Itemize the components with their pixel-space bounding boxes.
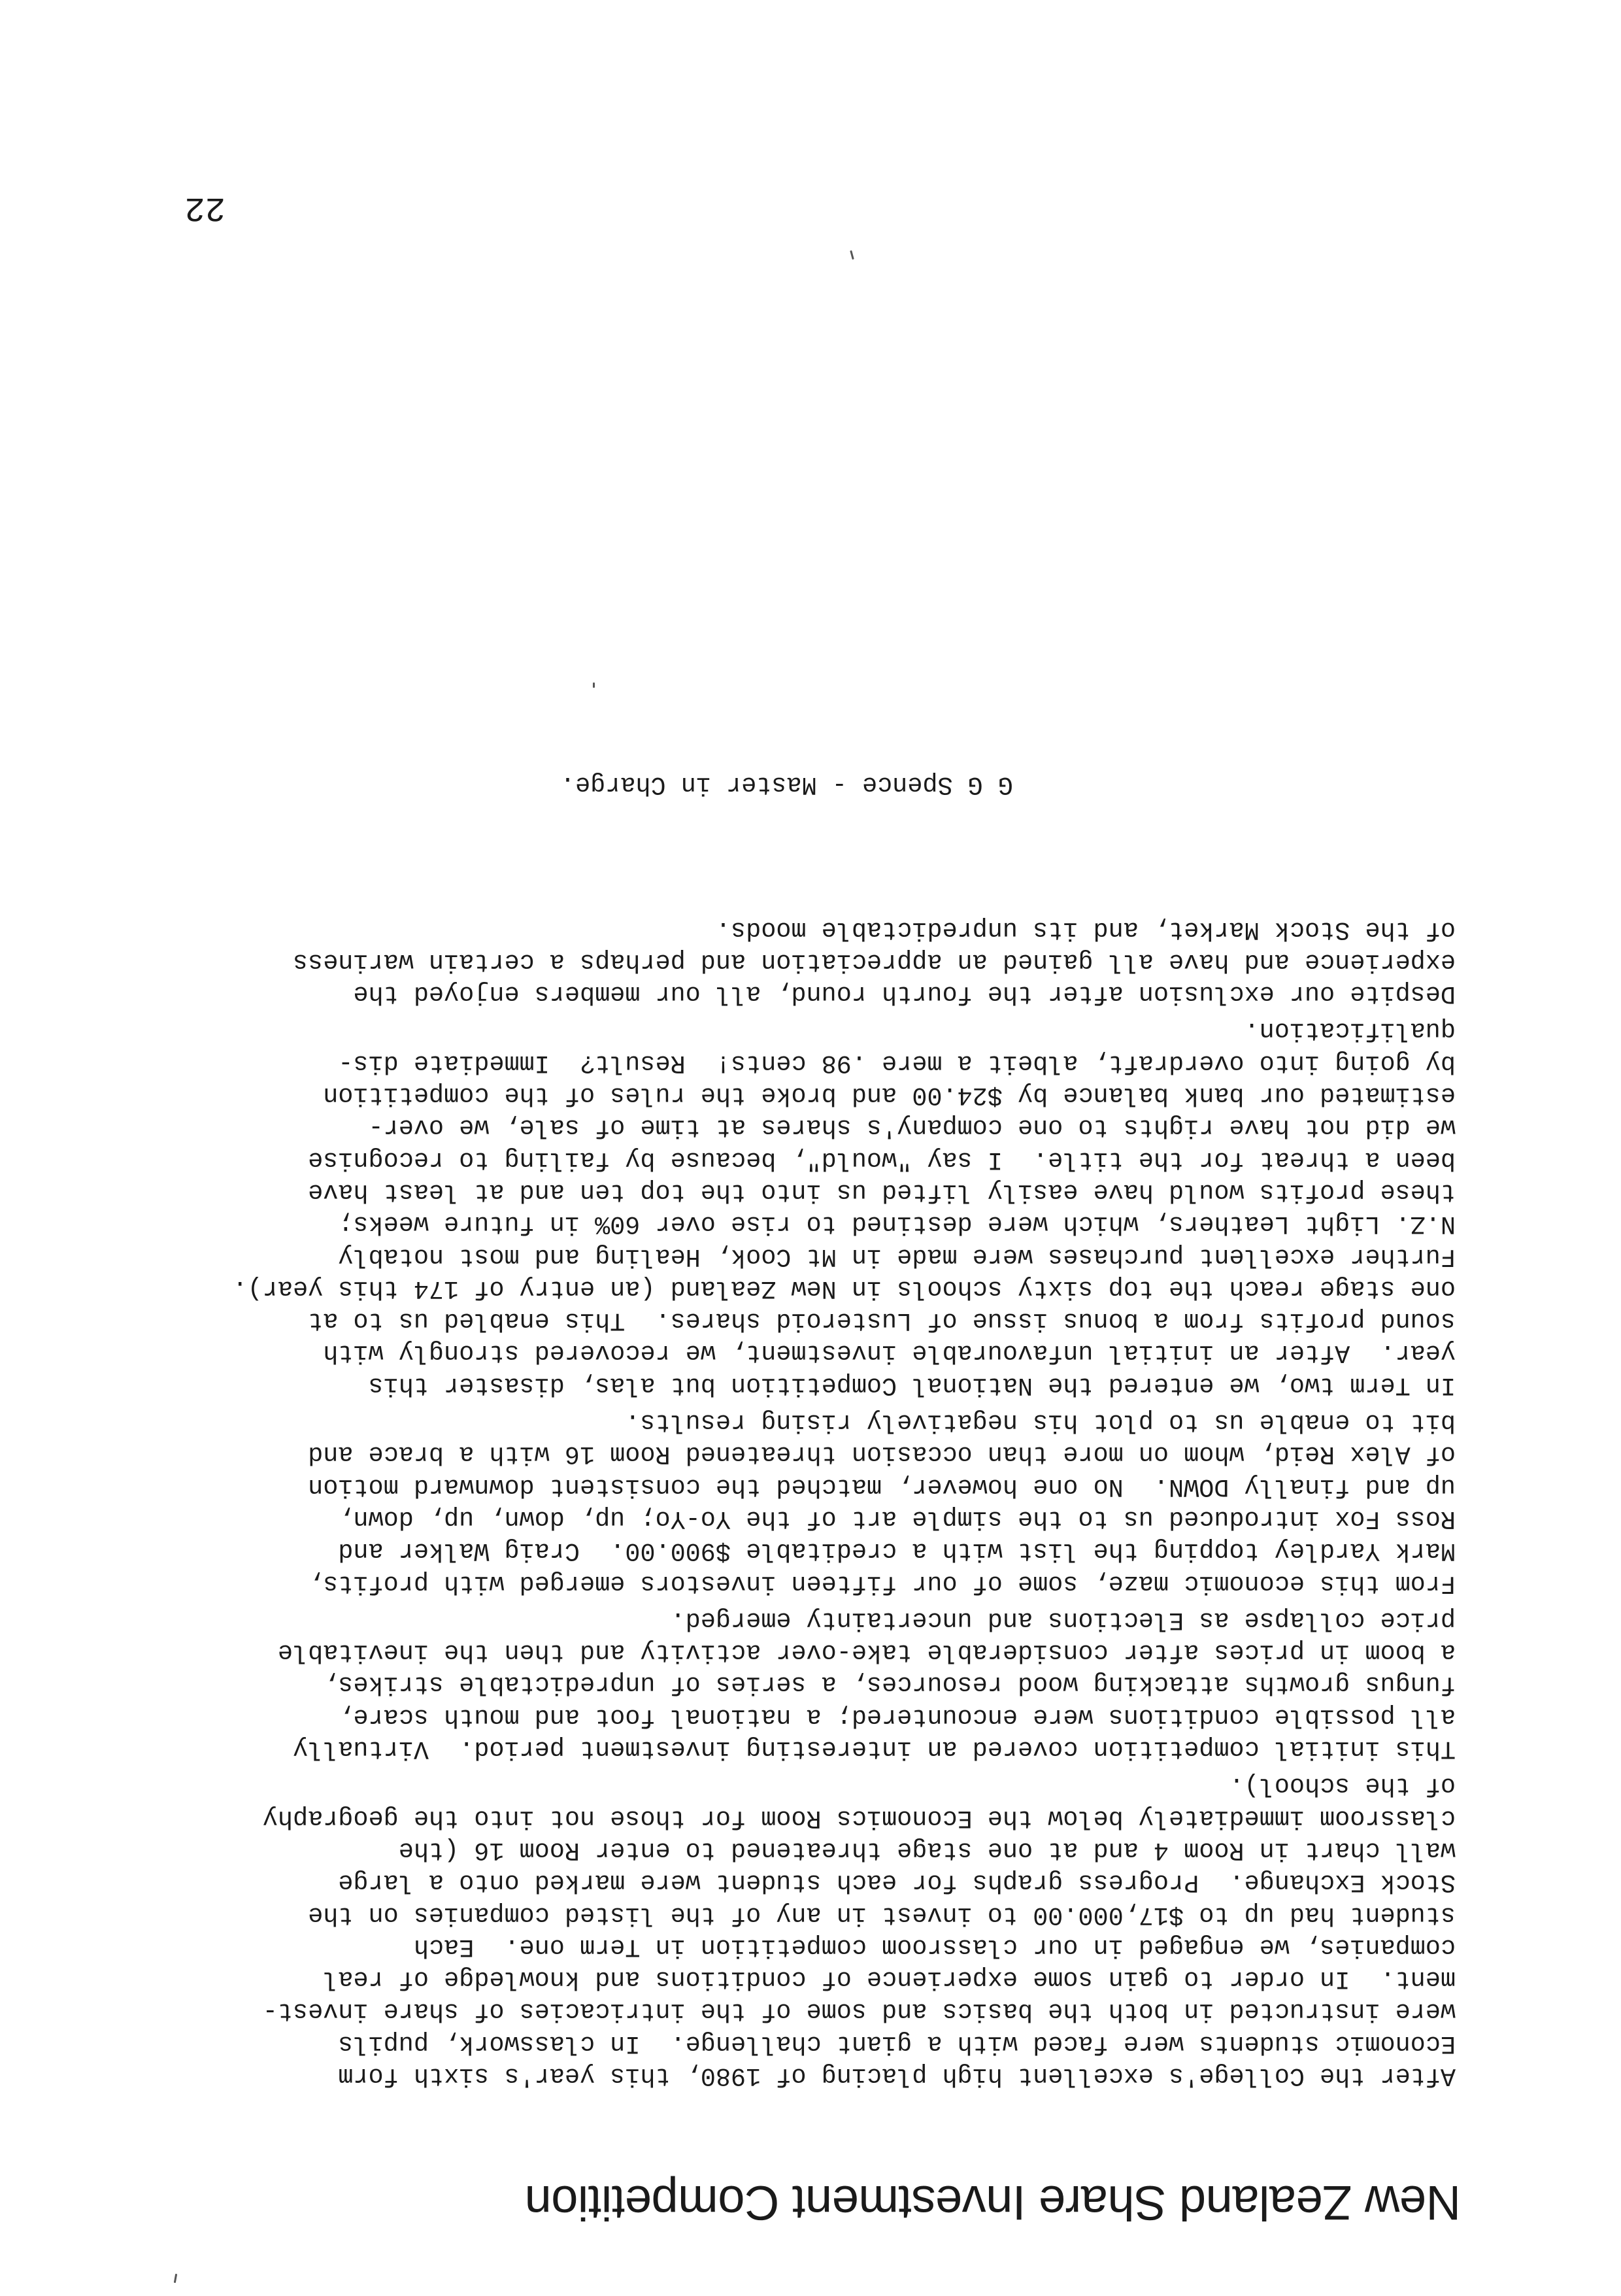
text-line: one stage reach the top sixty schools in New Zealand (an entry of 174 this year). bbox=[232, 1274, 1456, 1303]
paragraph-conditions bbox=[142, 1604, 1456, 1764]
text-line: up and finally DOWN. No one however, matched the consistent downward motion bbox=[308, 1472, 1456, 1501]
text-line: by going into overdraft, albeit a mere .98 cents! Result? Immediate dis- bbox=[338, 1048, 1456, 1077]
scan-speck bbox=[174, 2274, 177, 2283]
text-line: been a threat for the title. I say "would", because by failing to recognise bbox=[308, 1145, 1456, 1174]
paragraph-intro bbox=[142, 1769, 1456, 2091]
paragraph-conclusion bbox=[142, 913, 1456, 1009]
text-line: After the College's excellent high placing of 1980, this year's sixth form bbox=[338, 2061, 1456, 2090]
text-line: of the school). bbox=[1229, 1771, 1456, 1800]
text-line: Despite our exclusion after the fourth round, all our members enjoyed the bbox=[353, 979, 1456, 1009]
text-line: these profits would have easily lifted us into the top ten and at least have bbox=[308, 1177, 1456, 1206]
text-line: qualification. bbox=[1244, 1016, 1456, 1045]
text-line: fungus growths attacking wood resources, a series of unpredictable strikes, bbox=[323, 1670, 1456, 1699]
text-line: experience and have all gained an appreciation and perhaps a certain wariness bbox=[293, 947, 1456, 976]
text-line: bit to enable us to plot his negatively rising results. bbox=[625, 1408, 1456, 1437]
text-line: estimated our bank balance by $24.00 and broke the rules of the competition bbox=[323, 1081, 1456, 1110]
text-line: In Term two, we entered the National Competition but alas, disaster this bbox=[368, 1370, 1456, 1400]
text-line: student had up to $17,000.00 to invest in any of the listed companies on the bbox=[308, 1900, 1456, 1929]
text-line: N.Z. Light Leathers, which were destined to rise over 60% in future weeks; bbox=[338, 1209, 1456, 1239]
scan-speck bbox=[593, 683, 595, 688]
text-line: we did not have rights to one company's shares at time of sale, we over- bbox=[368, 1113, 1456, 1142]
signature-line: G G Spence - Master in Charge. bbox=[560, 770, 1013, 799]
scan-speck bbox=[850, 250, 854, 260]
text-line: sound profits from a bonus issue of Lusteroid shares. This enabled us to at bbox=[308, 1306, 1456, 1336]
text-line: companies, we engaged in our classroom competition in Term one. Each bbox=[413, 1932, 1456, 1961]
text-line: Mark Yardley topping the list with a creditable $900.00. Craig Walker and bbox=[338, 1536, 1456, 1566]
text-line: all possible conditions were encountered; a national foot and mouth scare, bbox=[338, 1702, 1456, 1731]
text-line: of the Stock Market, and its unpredictable moods. bbox=[715, 915, 1456, 944]
paragraph-results bbox=[142, 1406, 1456, 1599]
text-line: Further excellent purchases were made in Mt Cook, Healing and most notably bbox=[338, 1241, 1456, 1271]
text-line: year. After an initial unfavourable investment, we recovered strongly with bbox=[323, 1338, 1456, 1368]
text-line: wall chart in Room 4 and at one stage threatened to enter Room 16 (the bbox=[398, 1835, 1456, 1865]
text-line: Economic students were faced with a giant challenge. In classwork, pupils bbox=[338, 2029, 1456, 2058]
page-number: 22 bbox=[184, 188, 226, 227]
text-line: From this economic maze, some of our fifteen investors emerged with profits, bbox=[308, 1568, 1456, 1598]
text-line: a boom in prices after considerable take-over activity and then the inevitable bbox=[277, 1638, 1456, 1667]
text-line: price collapse as Elections and uncertainty emerged. bbox=[670, 1605, 1456, 1634]
article-body bbox=[142, 908, 1456, 2091]
text-line: This initial competition covered an interesting investment period. Virtually bbox=[293, 1734, 1456, 1764]
text-line: were instructed in both the basics and some of the intricacies of share invest- bbox=[262, 1997, 1456, 2026]
paragraph-national-competition bbox=[142, 1014, 1456, 1401]
text-line: Ross Fox introduced us to the simple art of the Yo-Yo; up, down, up, down, bbox=[338, 1504, 1456, 1533]
text-line: classroom immediately below the Economics Room for those not into the geography bbox=[262, 1803, 1456, 1832]
article-title: New Zealand Share Investment Competition bbox=[525, 2176, 1461, 2230]
text-line: of Alex Reid, whom on more than occasion threatened Room 16 with a brace and bbox=[308, 1440, 1456, 1469]
text-line: Stock Exchange. Progress graphs for each student were marked onto a large bbox=[338, 1868, 1456, 1897]
text-line: ment. In order to gain some experience of conditions and knowledge of real bbox=[323, 1965, 1456, 1994]
